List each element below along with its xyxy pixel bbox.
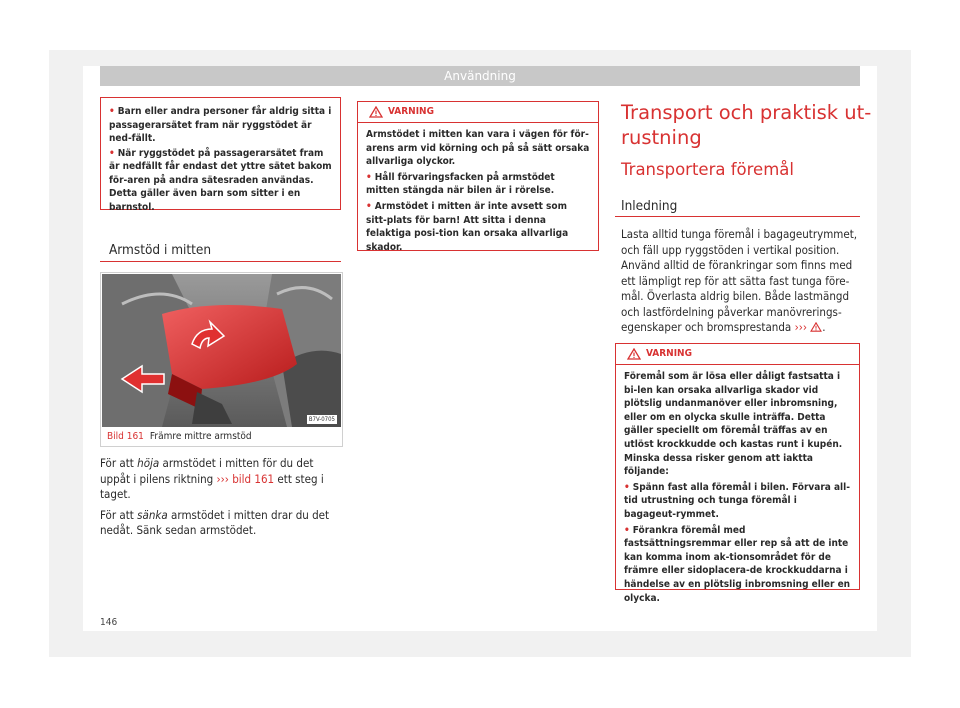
- warning-body: [358, 123, 598, 260]
- bullet-icon: •: [624, 481, 630, 493]
- list-item: • När ryggstödet på passagerarsätet fram är nedfällt får endast det yttre sätet bakom för-aren på andra sätesraden användas. Detta gäller även barn som sitter i en barnstol.: [109, 147, 332, 213]
- figure-label: Bild 161: [107, 431, 144, 442]
- bullet-icon: •: [366, 200, 372, 212]
- bullet-icon: •: [109, 147, 115, 159]
- cross-reference-arrow-icon: ›››: [794, 320, 807, 334]
- figure-161: [100, 272, 343, 447]
- figure-caption: [101, 430, 340, 444]
- list-item: • Spänn fast alla föremål i bilen. Förvara all-tid utrustning och tunga föremål i bagageut-rymmet.: [624, 481, 850, 520]
- paragraph-raise: För att höja armstödet i mitten för du det uppåt i pilens riktning ››› bild 161 ett steg i taget.: [100, 456, 324, 501]
- armrest-instructions: [100, 456, 341, 544]
- armrest-illustration: [102, 274, 341, 427]
- section-heading-armrest: Armstöd i mitten: [109, 242, 212, 258]
- section-divider: [100, 261, 341, 262]
- transport-intro: Lasta alltid tunga föremål i bagageutrymmet, och fäll upp ryggstöden i vertikal position. Använd alltid de förankringar som finns med ett lämpligt rep för att sätta fast tunga före-mål. Överlasta aldrig bilen. Både lastmängd och lastfördelning påverkar manövrerings-egenskaper och bromsprestanda ››› .: [621, 227, 858, 334]
- chapter-title: Transport och praktisk ut- rustning: [621, 101, 872, 149]
- list-item: • Armstödet i mitten är inte avsett som sitt-plats för barn! Att sitta i denna felaktiga posi-tion kan orsaka allvarliga skador.: [366, 200, 569, 253]
- warning-box-cargo: [615, 343, 860, 604]
- armrest-photo: [102, 274, 341, 427]
- paragraph-lower: För att sänka armstödet i mitten drar du det nedåt. Sänk sedan armstödet.: [100, 507, 330, 537]
- list-item: • Håll förvaringsfacken på armstödet mitten stängda när bilen är i rörelse.: [366, 171, 555, 197]
- warning-triangle-icon: [810, 322, 822, 332]
- warning-triangle-icon: [627, 348, 641, 360]
- list-item: • Barn eller andra personer får aldrig sitta i passagerarsätet fram när ryggstödet är ned-fällt.: [109, 106, 332, 144]
- warning-intro: Föremål som är lösa eller dåligt fastsatta i bi-len kan orsaka allvarliga skador vid plötslig undanmanöver eller inbromsning, eller om en olycka skulle inträffa. Detta gäller speciellt om föremål träffas av en utlöst krockkudde och kastas runt i kupén. Minska dessa risker genom att iaktta följande:: [624, 371, 843, 478]
- bullet-icon: •: [366, 171, 372, 183]
- list-item: • Förankra föremål med fastsättningsremmar eller rep så att de inte kan komma inom ak-tionsområdet för de främre eller sidoplacera-de krockkuddarna i händelse av en plötslig inbromsning eller en olycka.: [624, 524, 851, 604]
- cross-reference-arrow-icon: ›››: [216, 471, 229, 486]
- warning-header: [358, 102, 598, 123]
- subsection-heading: Inledning: [621, 198, 678, 214]
- child-safety-note: [100, 97, 341, 213]
- page-header: Användning: [100, 66, 860, 86]
- warning-triangle-icon: [369, 106, 383, 118]
- warning-intro: Armstödet i mitten kan vara i vägen för för-arens arm vid körning och på så sätt orsaka allvarliga olyckor.: [366, 129, 590, 168]
- warning-body: [616, 365, 859, 611]
- page-number: 146: [100, 617, 118, 628]
- warning-header: [616, 344, 859, 365]
- figure-link[interactable]: bild 161: [232, 471, 275, 486]
- image-reference-code: B7V-0705: [308, 416, 335, 423]
- section-divider: [615, 216, 860, 217]
- warning-title: VARNING: [388, 106, 434, 117]
- bullet-icon: •: [624, 524, 630, 536]
- warning-box-armrest: [357, 101, 599, 251]
- bullet-icon: •: [109, 106, 115, 117]
- warning-title: VARNING: [646, 348, 692, 359]
- section-title: Transportera föremål: [621, 160, 794, 179]
- figure-caption-text: Främre mittre armstöd: [149, 431, 252, 442]
